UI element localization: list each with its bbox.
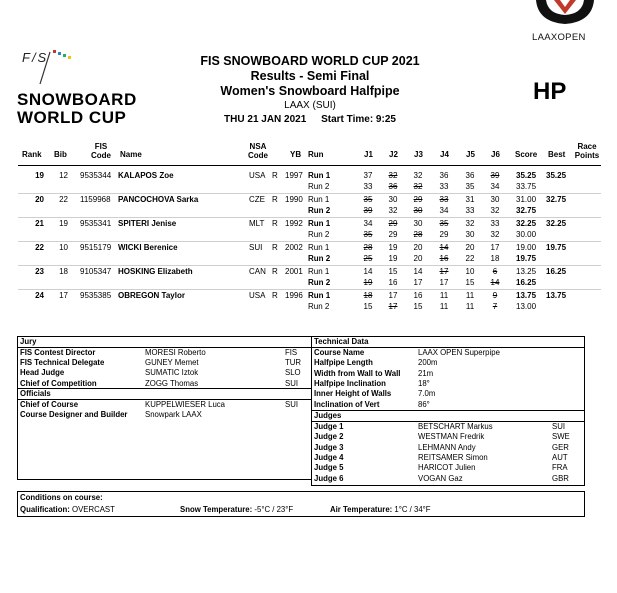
- jury-nsa: SLO: [285, 368, 301, 378]
- snow-temperature: [180, 505, 293, 515]
- athlete-name: OBREGON Taylor: [118, 291, 185, 300]
- col-bib: Bib: [54, 150, 67, 159]
- judge-score: 30: [465, 230, 475, 239]
- judge-label: Judge 2: [314, 432, 344, 442]
- jury-role: Chief of Competition: [20, 378, 97, 388]
- rank-cell: 20: [35, 195, 44, 204]
- judge-score: 18: [363, 291, 373, 300]
- technical-value: 21m: [418, 368, 434, 378]
- officials-top-divider: [17, 388, 312, 389]
- judge-score: 15: [465, 278, 475, 287]
- col-run: Run: [308, 150, 324, 159]
- year-cell: 2001: [285, 267, 303, 276]
- technical-title: Technical Data: [314, 337, 369, 346]
- run-label: Run 1: [308, 267, 330, 276]
- run-score: 32.25: [516, 219, 537, 228]
- judge-score: 29: [413, 195, 423, 204]
- run-score: 13.00: [516, 302, 537, 311]
- judge-score: 30: [490, 195, 500, 204]
- rank-cell: 21: [35, 219, 44, 228]
- air-temperature: [330, 505, 431, 515]
- conditions-title: Conditions on course:: [20, 493, 103, 502]
- judge-nsa: AUT: [552, 452, 568, 462]
- judges-title: Judges: [314, 411, 342, 420]
- col-j2: J2: [389, 150, 398, 159]
- bib-cell: 19: [59, 219, 68, 228]
- page-subtitle: Results - Semi Final: [250, 69, 370, 83]
- brand-line-2: WORLD CUP: [17, 108, 127, 127]
- judge-score: 33: [490, 219, 500, 228]
- row-divider: [18, 241, 601, 242]
- technical-label: Course Name: [314, 348, 365, 357]
- judge-score: 11: [465, 291, 475, 300]
- judge-score: 29: [388, 230, 398, 239]
- technical-label: Inclination of Vert: [314, 399, 380, 409]
- nsa-cell: MLT: [249, 219, 265, 228]
- jury-nsa: FIS: [285, 348, 298, 357]
- run-score: 19.75: [516, 254, 537, 263]
- best-score: 13.75: [546, 291, 567, 300]
- judge-score: 14: [439, 243, 449, 252]
- judge-score: 20: [413, 254, 423, 263]
- col-fis-code: FIS Code: [91, 142, 111, 160]
- judge-score: 39: [490, 171, 500, 180]
- year-cell: 1990: [285, 195, 303, 204]
- judge-score: 29: [388, 219, 398, 228]
- judge-score: 15: [413, 302, 423, 311]
- event-location: LAAX (SUI): [284, 100, 336, 111]
- col-j6: J6: [491, 150, 500, 159]
- technical-value: 7.0m: [418, 389, 436, 399]
- judge-score: 36: [439, 171, 449, 180]
- best-score: 32.75: [546, 195, 567, 204]
- col-nsa-code: NSA Code: [248, 142, 268, 160]
- judge-score: 33: [439, 182, 449, 191]
- technical-value: 18°: [418, 378, 430, 388]
- jury-role: FIS Technical Delegate: [20, 358, 105, 368]
- jury-name: GUNEY Memet: [145, 358, 199, 368]
- run-score: 33.75: [516, 182, 537, 191]
- judge-score: 28: [413, 230, 423, 239]
- nsa-cell: USA: [249, 291, 266, 300]
- judge-score: 7: [492, 302, 498, 311]
- judge-score: 34: [363, 219, 373, 228]
- header-divider: [18, 165, 601, 166]
- judge-score: 17: [388, 291, 398, 300]
- year-cell: 2002: [285, 243, 303, 252]
- jury-title: Jury: [20, 337, 37, 346]
- rank-cell: 23: [35, 267, 44, 276]
- event-date-time: [160, 113, 460, 126]
- jury-nsa: SUI: [285, 378, 298, 388]
- judge-score: 11: [439, 302, 449, 311]
- best-score: 16.25: [546, 267, 567, 276]
- athlete-name: WICKI Berenice: [118, 243, 178, 252]
- jury-role: FIS Contest Director: [20, 348, 96, 357]
- rank-cell: 19: [35, 171, 44, 180]
- judge-score: 28: [363, 243, 373, 252]
- bib-cell: 18: [59, 267, 68, 276]
- judge-score: 20: [465, 243, 475, 252]
- bib-cell: 10: [59, 243, 68, 252]
- judge-score: 25: [363, 254, 373, 263]
- judge-name: VOGAN Gaz: [418, 473, 463, 483]
- col-rank: Rank: [22, 150, 42, 159]
- judge-score: 19: [388, 254, 398, 263]
- rank-cell: 22: [35, 243, 44, 252]
- official-name: Snowpark LAAX: [145, 410, 202, 420]
- stance-cell: R: [272, 195, 278, 204]
- nsa-cell: USA: [249, 171, 266, 180]
- row-divider: [18, 289, 601, 290]
- judge-nsa: FRA: [552, 463, 568, 473]
- jury-role: Head Judge: [20, 368, 65, 378]
- judge-score: 17: [388, 302, 398, 311]
- judge-score: 32: [388, 206, 398, 215]
- fis-code-cell: 9535344: [80, 171, 112, 180]
- athlete-name: SPITERI Jenise: [118, 219, 177, 228]
- run-score: 13.25: [516, 267, 537, 276]
- run-score: 32.75: [516, 206, 537, 215]
- bib-cell: 22: [59, 195, 68, 204]
- col-j5: J5: [466, 150, 475, 159]
- judge-score: 22: [465, 254, 475, 263]
- judge-score: 19: [363, 278, 373, 287]
- jury-name: ZOGG Thomas: [145, 378, 199, 388]
- judge-score: 32: [388, 171, 398, 180]
- qualification-conditions: [20, 505, 115, 515]
- judge-label: Judge 5: [314, 463, 344, 473]
- judge-label: Judge 3: [314, 442, 344, 452]
- judge-score: 16: [388, 278, 398, 287]
- judge-name: REITSAMER Simon: [418, 452, 488, 462]
- stance-cell: R: [272, 171, 278, 180]
- technical-label: Width from Wall to Wall: [314, 368, 401, 378]
- col-j4: J4: [440, 150, 449, 159]
- run-label: Run 2: [308, 302, 330, 311]
- qualification-label: Qualification:: [20, 505, 70, 514]
- fis-mark: F/S: [22, 50, 49, 65]
- judge-score: 32: [413, 182, 423, 191]
- judge-score: 14: [413, 267, 423, 276]
- col-score: Score: [515, 150, 538, 159]
- bib-cell: 12: [59, 171, 68, 180]
- official-role: Course Designer and Builder: [20, 410, 128, 420]
- run-score: 13.75: [516, 291, 537, 300]
- run-label: Run 2: [308, 206, 331, 215]
- judge-score: 30: [413, 206, 423, 215]
- judge-score: 14: [363, 267, 373, 276]
- judge-score: 36: [388, 182, 398, 191]
- fis-code-cell: 9105347: [80, 267, 112, 276]
- fis-code-cell: 9535341: [80, 219, 112, 228]
- stance-cell: R: [272, 243, 278, 252]
- event-name: Women's Snowboard Halfpipe: [220, 84, 400, 98]
- judge-score: 36: [465, 171, 475, 180]
- run-label: Run 1: [308, 291, 331, 300]
- air-temperature-value: 1°C / 34°F: [394, 505, 431, 514]
- judge-score: 35: [465, 182, 475, 191]
- judge-score: 33: [439, 195, 449, 204]
- judge-score: 35: [439, 219, 449, 228]
- stance-cell: R: [272, 291, 278, 300]
- judge-score: 31: [465, 195, 475, 204]
- run-score: 35.25: [516, 171, 537, 180]
- col-j1: J1: [364, 150, 373, 159]
- air-temperature-label: Air Temperature:: [330, 505, 393, 514]
- technical-value: 86°: [418, 399, 430, 409]
- fis-code-cell: 1159968: [80, 195, 111, 204]
- judge-score: 18: [490, 254, 500, 263]
- run-score: 31.00: [516, 195, 537, 204]
- judge-score: 32: [490, 230, 500, 239]
- judge-nsa: GBR: [552, 473, 569, 483]
- athlete-name: PANCOCHOVA Sarka: [118, 195, 199, 204]
- judge-score: 17: [439, 267, 449, 276]
- judge-score: 10: [465, 267, 475, 276]
- qualification-value: OVERCAST: [72, 505, 115, 514]
- judge-score: 6: [492, 267, 498, 276]
- judge-score: 30: [413, 219, 423, 228]
- event-date: THU 21 JAN 2021: [224, 114, 307, 125]
- judge-score: 35: [363, 195, 373, 204]
- judge-score: 11: [439, 291, 449, 300]
- judge-nsa: SUI: [552, 422, 565, 431]
- best-score: 19.75: [546, 243, 567, 252]
- judge-score: 34: [439, 206, 449, 215]
- fis-code-cell: 9515179: [80, 243, 112, 252]
- judge-score: 34: [490, 182, 500, 191]
- run-label: Run 1: [308, 243, 330, 252]
- judge-score: 17: [490, 243, 500, 252]
- judge-score: 17: [413, 278, 423, 287]
- stance-cell: R: [272, 267, 278, 276]
- technical-label: Halfpipe Inclination: [314, 378, 386, 388]
- judge-score: 16: [439, 254, 449, 263]
- judge-score: 19: [388, 243, 398, 252]
- best-score: 32.25: [546, 219, 567, 228]
- brand-line-1: SNOWBOARD: [17, 90, 137, 109]
- judge-name: BETSCHART Markus: [418, 422, 493, 431]
- official-role: Chief of Course: [20, 400, 79, 409]
- judge-score: 9: [492, 291, 498, 300]
- judge-score: 11: [465, 302, 475, 311]
- year-cell: 1997: [285, 171, 303, 180]
- sponsor-logo-text: LAAXOPEN: [532, 32, 586, 43]
- technical-label: Halfpipe Length: [314, 358, 373, 368]
- jury-name: SUMATIC Iztok: [145, 368, 199, 378]
- official-name: KUPPELWIESER Luca: [145, 400, 226, 409]
- page-title: FIS SNOWBOARD WORLD CUP 2021: [200, 54, 420, 68]
- judge-score: 15: [363, 302, 373, 311]
- year-cell: 1992: [285, 219, 303, 228]
- judge-label: Judge 4: [314, 452, 344, 462]
- run-label: Run 1: [308, 219, 331, 228]
- discipline-code: HP: [533, 78, 567, 105]
- run-label: Run 2: [308, 254, 331, 263]
- judge-score: 17: [439, 278, 449, 287]
- jury-nsa: TUR: [285, 358, 302, 368]
- technical-label: Inner Height of Walls: [314, 389, 392, 399]
- bib-cell: 17: [59, 291, 68, 300]
- col-j3: J3: [414, 150, 423, 159]
- best-score: 35.25: [546, 171, 567, 180]
- judge-score: 20: [413, 243, 423, 252]
- judge-name: WESTMAN Fredrik: [418, 432, 485, 442]
- judge-score: 16: [413, 291, 423, 300]
- judge-score: 15: [388, 267, 398, 276]
- judge-score: 14: [490, 278, 500, 287]
- judge-label: Judge 1: [314, 422, 344, 431]
- run-score: 30.00: [516, 230, 537, 239]
- judge-score: 29: [439, 230, 449, 239]
- judge-score: 32: [413, 171, 423, 180]
- run-score: 16.25: [516, 278, 537, 287]
- judge-score: 37: [363, 171, 373, 180]
- judge-nsa: GER: [552, 442, 569, 452]
- stance-cell: R: [272, 219, 278, 228]
- judge-name: LEHMANN Andy: [418, 442, 476, 452]
- jury-name: MORESI Roberto: [145, 348, 206, 357]
- laax-logo-icon: [530, 0, 600, 30]
- judge-score: 35: [363, 230, 373, 239]
- judge-label: Judge 6: [314, 473, 344, 483]
- run-label: Run 2: [308, 230, 330, 239]
- rank-cell: 24: [35, 291, 44, 300]
- run-label: Run 2: [308, 182, 330, 191]
- judge-name: HARICOT Julien: [418, 463, 476, 473]
- judge-score: 32: [465, 219, 475, 228]
- judge-score: 39: [363, 206, 373, 215]
- nsa-cell: CAN: [249, 267, 266, 276]
- title-block: [160, 54, 460, 126]
- technical-value: LAAX OPEN Superpipe: [418, 348, 500, 357]
- judge-score: 32: [490, 206, 500, 215]
- official-nsa: SUI: [285, 400, 298, 409]
- judges-top-divider: [311, 410, 585, 411]
- run-label: Run 2: [308, 278, 331, 287]
- snow-temperature-value: -5°C / 23°F: [254, 505, 294, 514]
- col-name: Name: [120, 150, 142, 159]
- judge-score: 33: [363, 182, 373, 191]
- athlete-name: HOSKING Elizabeth: [118, 267, 193, 276]
- nsa-cell: SUI: [249, 243, 263, 252]
- year-cell: 1996: [285, 291, 303, 300]
- start-time: Start Time: 9:25: [321, 114, 396, 125]
- run-label: Run 1: [308, 195, 330, 204]
- athlete-name: KALAPOS Zoe: [118, 171, 174, 180]
- nsa-cell: CZE: [249, 195, 265, 204]
- snow-temperature-label: Snow Temperature:: [180, 505, 253, 514]
- officials-title: Officials: [20, 389, 51, 398]
- col-race-points: Race Points: [574, 142, 600, 160]
- row-divider: [18, 265, 601, 266]
- row-divider: [18, 193, 601, 194]
- col-yb: YB: [290, 150, 302, 159]
- judge-nsa: SWE: [552, 432, 570, 442]
- row-divider: [18, 217, 601, 218]
- fis-code-cell: 9535385: [80, 291, 112, 300]
- technical-value: 200m: [418, 358, 438, 368]
- run-score: 19.00: [516, 243, 537, 252]
- judge-score: 33: [465, 206, 475, 215]
- col-best: Best: [548, 150, 566, 159]
- run-label: Run 1: [308, 171, 331, 180]
- judge-score: 30: [388, 195, 398, 204]
